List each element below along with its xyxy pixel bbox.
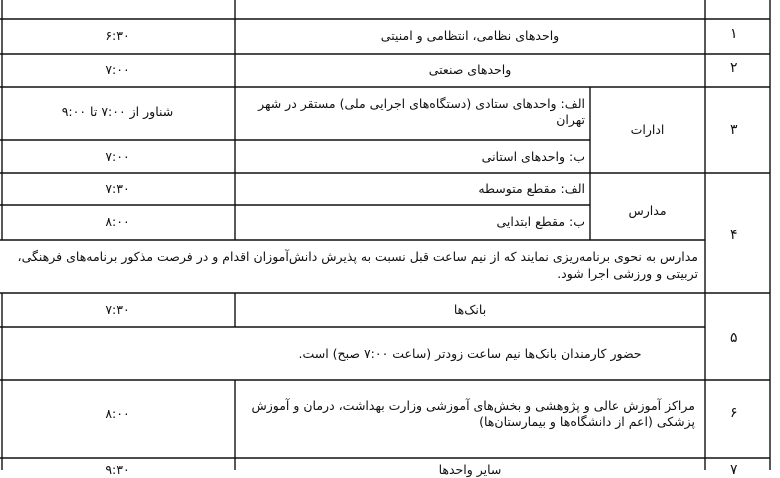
row-time: ۹:۳۰ — [105, 462, 130, 477]
row-sub-time: ۷:۰۰ — [105, 149, 130, 164]
row-time: ۷:۳۰ — [105, 302, 130, 317]
row-number: ۴ — [730, 227, 738, 243]
row-name: سایر واحدها — [438, 462, 502, 477]
row-name: مراکز آموزش عالی و پژوهشی و بخش‌های آموزشی وزارت بهداشت، درمان و آموزش پزشکی (اعم از دانشگاه‌ها و بیمارستان‌ها) — [251, 398, 695, 429]
row-time: ۸:۰۰ — [105, 406, 130, 421]
row-group: ادارات — [630, 122, 665, 137]
row-number: ۶ — [730, 405, 738, 421]
row-sub-name: ب: مقطع ابتدایی — [496, 214, 585, 229]
row-note: حضور کارمندان بانک‌ها نیم ساعت زودتر (ساعت ۷:۰۰ صبح) است. — [298, 346, 642, 361]
row-number: ۷ — [730, 462, 738, 478]
row-name: بانک‌ها — [453, 302, 487, 317]
row-note: مدارس به نحوی برنامه‌ریزی نمایند که از نیم ساعت قبل نسبت به پذیرش دانش‌آموزان اقدام و در فرصت مذکور برنامه‌های فرهنگی، تربیتی و ورزشی اجرا شود. — [17, 249, 698, 281]
row-number: ۱ — [730, 26, 738, 42]
row-sub-time: شناور از ۷:۰۰ تا ۹:۰۰ — [61, 104, 174, 119]
row-sub-time: ۸:۰۰ — [105, 214, 130, 229]
row-number: ۲ — [730, 60, 738, 76]
row-group: مدارس — [628, 203, 667, 218]
row-time: ۶:۳۰ — [105, 28, 130, 43]
row-sub-name: الف: واحدهای ستادی (دستگاه‌های اجرایی ملی) مستقر در شهر تهران — [258, 96, 585, 127]
row-time: ۷:۰۰ — [105, 62, 130, 77]
row-number: ۳ — [730, 122, 738, 138]
row-sub-time: ۷:۳۰ — [105, 181, 130, 196]
row-name: واحدهای صنعتی — [428, 62, 512, 77]
row-name: واحدهای نظامی، انتظامی و امنیتی — [380, 28, 560, 43]
row-sub-name: ب: واحدهای استانی — [481, 149, 585, 164]
row-sub-name: الف: مقطع متوسطه — [478, 181, 585, 196]
row-number: ۵ — [730, 330, 738, 346]
